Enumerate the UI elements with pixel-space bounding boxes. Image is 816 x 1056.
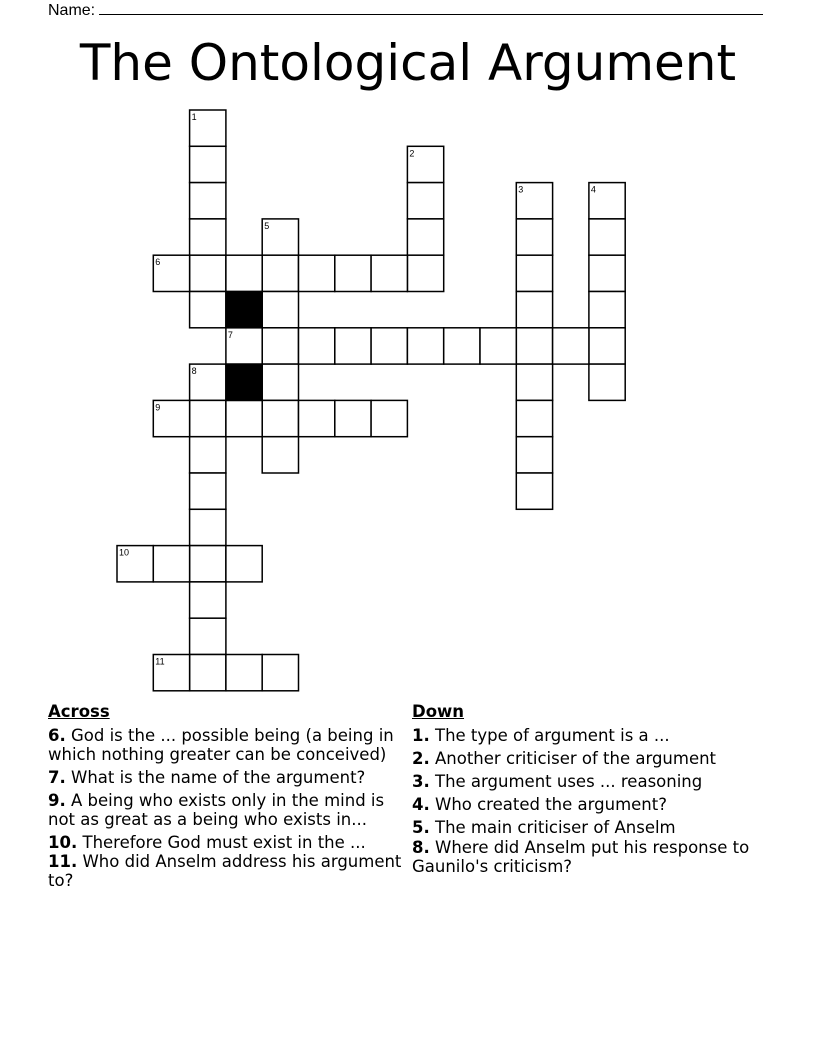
clue-across-10: 10. Therefore God must exist in the ... — [48, 833, 366, 852]
clue-number-7: 7 — [227, 329, 233, 340]
grid-cell[interactable] — [444, 328, 480, 364]
grid-cell[interactable] — [553, 328, 589, 364]
clue-number-11: 11 — [155, 656, 165, 667]
clue-down-3: 3. The argument uses ... reasoning — [412, 772, 703, 791]
grid-cell[interactable] — [516, 400, 552, 436]
grid-cell[interactable] — [407, 328, 443, 364]
grid-cell[interactable] — [516, 328, 552, 364]
page-title: The Ontological Argument — [79, 34, 737, 92]
grid-cell[interactable] — [589, 328, 625, 364]
grid-cell[interactable] — [371, 328, 407, 364]
grid-cell[interactable] — [190, 146, 226, 182]
grid-cell[interactable] — [262, 328, 298, 364]
grid-cell[interactable] — [516, 437, 552, 473]
grid-cell[interactable] — [262, 292, 298, 328]
grid-cell[interactable] — [190, 219, 226, 255]
clue-number-10: 10 — [119, 547, 130, 558]
clue-down-5: 5. The main criticiser of Anselm — [412, 818, 676, 837]
grid-cell[interactable] — [335, 255, 371, 291]
grid-cell[interactable] — [190, 437, 226, 473]
grid-cell[interactable] — [153, 546, 189, 582]
clue-down-1: 1. The type of argument is a ... — [412, 726, 670, 745]
clue-number-5: 5 — [264, 220, 270, 231]
clue-number-9: 9 — [155, 402, 161, 413]
clue-across-6: 6. God is the ... possible being (a being in which nothing greater can be conceived) — [48, 726, 394, 764]
grid-cell[interactable] — [335, 328, 371, 364]
grid-cell[interactable] — [190, 509, 226, 545]
grid-cell[interactable] — [589, 255, 625, 291]
grid-cell[interactable] — [190, 400, 226, 436]
grid-cell[interactable] — [299, 400, 335, 436]
grid-cell[interactable] — [262, 655, 298, 691]
grid-cell[interactable] — [190, 255, 226, 291]
black-cell — [226, 292, 262, 328]
grid-cell[interactable] — [516, 292, 552, 328]
grid-cell[interactable] — [190, 473, 226, 509]
grid-cell[interactable] — [516, 255, 552, 291]
grid-cell[interactable] — [589, 292, 625, 328]
across-heading: Across — [48, 702, 110, 721]
grid-cell[interactable] — [589, 219, 625, 255]
clue-number-3: 3 — [518, 184, 524, 195]
grid-cell[interactable] — [407, 255, 443, 291]
grid-cell[interactable] — [299, 255, 335, 291]
down-clues — [412, 702, 762, 880]
clue-down-2: 2. Another criticiser of the argument — [412, 749, 717, 768]
grid-cell[interactable] — [516, 364, 552, 400]
grid-cell[interactable] — [407, 183, 443, 219]
grid-cell[interactable] — [480, 328, 516, 364]
grid-cell[interactable] — [371, 255, 407, 291]
across-clues — [48, 702, 404, 894]
grid-cell[interactable] — [335, 400, 371, 436]
clue-down-8: 8. Where did Anselm put his response to Gaunilo's criticism? — [412, 838, 750, 876]
grid-cell[interactable] — [226, 546, 262, 582]
grid-cell[interactable] — [226, 655, 262, 691]
grid-cell[interactable] — [407, 219, 443, 255]
grid-cell[interactable] — [190, 546, 226, 582]
grid-cell[interactable] — [371, 400, 407, 436]
clue-number-6: 6 — [155, 257, 161, 268]
clue-number-2: 2 — [409, 148, 415, 159]
clue-number-8: 8 — [191, 366, 197, 377]
black-cell — [226, 364, 262, 400]
clue-across-9: 9. A being who exists only in the mind is not as great as a being who exists in... — [48, 791, 385, 829]
grid-cell[interactable] — [190, 292, 226, 328]
grid-cell[interactable] — [516, 473, 552, 509]
clue-across-7: 7. What is the name of the argument? — [48, 768, 366, 787]
grid-cell[interactable] — [190, 582, 226, 618]
clue-down-4: 4. Who created the argument? — [412, 795, 667, 814]
grid-cell[interactable] — [262, 437, 298, 473]
grid-cell[interactable] — [299, 328, 335, 364]
clue-number-4: 4 — [590, 184, 596, 195]
grid-cell[interactable] — [516, 219, 552, 255]
clue-across-11: 11. Who did Anselm address his argument to? — [48, 852, 402, 890]
grid-cell[interactable] — [262, 255, 298, 291]
clue-number-1: 1 — [191, 112, 197, 122]
down-heading: Down — [412, 702, 465, 721]
grid-cell[interactable] — [190, 655, 226, 691]
grid-cell[interactable] — [262, 400, 298, 436]
grid-cell[interactable] — [589, 364, 625, 400]
grid-cell[interactable] — [190, 618, 226, 654]
grid-cell[interactable] — [226, 255, 262, 291]
grid-cell[interactable] — [190, 183, 226, 219]
grid-cell[interactable] — [262, 364, 298, 400]
grid-cell[interactable] — [226, 400, 262, 436]
name-label: Name: — [48, 2, 96, 19]
